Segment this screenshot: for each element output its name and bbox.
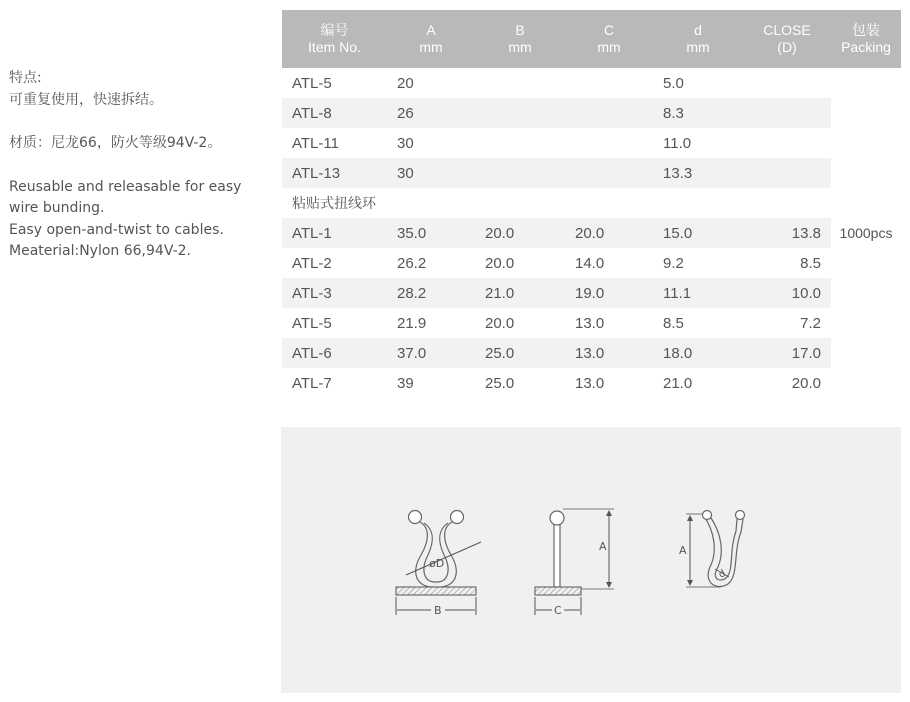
- cell-c: [565, 128, 653, 158]
- cell-d: 5.0: [663, 74, 684, 92]
- cell-d: 18.0: [653, 338, 743, 368]
- cell-a: 35.0: [387, 218, 475, 248]
- cell-b: 20.0: [485, 254, 515, 272]
- cell-a: 37.0: [387, 338, 475, 368]
- a-arrow-top: [606, 510, 612, 516]
- table-row: [282, 68, 901, 98]
- features-title: 特点:: [9, 70, 42, 86]
- cell-b: 20.0: [475, 218, 565, 248]
- open-view-drawing: [679, 511, 745, 588]
- table-row: [282, 338, 901, 368]
- d-dimension-label: d: [716, 567, 728, 581]
- cell-c: 14.0: [575, 254, 605, 272]
- b-dimension-label: B: [434, 604, 442, 617]
- cell-item: ATL-5: [292, 74, 332, 92]
- cell-close: [743, 68, 831, 98]
- cell-d: 11.0: [663, 134, 692, 152]
- cell-a: 28.2: [387, 278, 475, 308]
- cell-item: ATL-7: [292, 374, 332, 392]
- section-row: [282, 188, 901, 218]
- cell-a: 26.2: [397, 254, 427, 272]
- front-view-knob-left: [409, 511, 422, 524]
- table-header-row: [282, 10, 901, 68]
- features-description-cn: 可重复使用，快速拆结。: [9, 91, 163, 108]
- cell-d: 8.3: [653, 98, 743, 128]
- cell-item: ATL-8: [282, 98, 387, 128]
- open-view-knob-left: [703, 511, 712, 520]
- a2-arrow-bottom: [687, 580, 693, 586]
- cell-a: 30: [397, 134, 414, 152]
- cell-b: [475, 128, 565, 158]
- cell-close: [743, 158, 831, 188]
- cell-c: 13.0: [575, 314, 605, 332]
- features-description-en-4: Meaterial:Nylon 66,94V-2.: [9, 243, 191, 259]
- header-packing: 包装 Packing: [831, 10, 901, 68]
- cell-a: 30: [387, 158, 475, 188]
- technical-drawing: [281, 427, 901, 693]
- a2-arrow-top: [687, 515, 693, 521]
- cell-close: 13.8: [743, 218, 831, 248]
- cell-d: 9.2: [663, 254, 684, 272]
- cell-a: 26: [387, 98, 475, 128]
- side-view-knob: [550, 511, 564, 525]
- cell-item: ATL-1: [282, 218, 387, 248]
- front-view-drawing: [396, 511, 481, 618]
- header-a: A mm: [387, 10, 475, 68]
- cell-item: ATL-6: [282, 338, 387, 368]
- technical-drawing-panel: [281, 427, 901, 693]
- table-row: [282, 218, 901, 248]
- cell-d: 21.0: [663, 374, 693, 392]
- cell-b: 20.0: [485, 314, 515, 332]
- table-row: [282, 248, 901, 278]
- diameter-label: øD: [429, 557, 445, 570]
- cell-d: 15.0: [653, 218, 743, 248]
- features-description-en-1: Reusable and releasable for easy: [9, 178, 242, 195]
- cell-close: [743, 128, 831, 158]
- header-d: d mm: [653, 10, 743, 68]
- side-view-base: [535, 587, 581, 595]
- front-view-knob-right: [451, 511, 464, 524]
- side-view-post: [554, 521, 560, 587]
- open-view-knob-right: [736, 511, 745, 520]
- cell-close: 10.0: [743, 278, 831, 308]
- cell-b: [475, 68, 565, 98]
- cell-close: 7.2: [800, 314, 821, 332]
- cell-a: 20: [397, 74, 414, 92]
- a-arrow-bottom: [606, 582, 612, 588]
- front-view-loop: [416, 521, 457, 587]
- cell-b: 25.0: [475, 338, 565, 368]
- cell-a: 21.9: [397, 314, 427, 332]
- spec-table: [282, 10, 901, 398]
- cell-c: 20.0: [565, 218, 653, 248]
- cell-item: ATL-2: [292, 254, 332, 272]
- cell-c: 13.0: [575, 374, 605, 392]
- cell-close: 17.0: [743, 338, 831, 368]
- cell-b: [475, 158, 565, 188]
- cell-c: [565, 98, 653, 128]
- header-c: C mm: [565, 10, 653, 68]
- cell-item: ATL-13: [282, 158, 387, 188]
- a-dimension-label: A: [599, 540, 607, 553]
- cell-close: [743, 98, 831, 128]
- cell-c: [565, 68, 653, 98]
- cell-d: 13.3: [653, 158, 743, 188]
- features-text: [9, 68, 271, 263]
- cell-c: 13.0: [565, 338, 653, 368]
- features-description-en-3: Easy open-and-twist to cables.: [9, 221, 224, 238]
- table-row: [282, 308, 901, 338]
- cell-b: [475, 98, 565, 128]
- cell-c: [565, 158, 653, 188]
- section-label: 粘贴式扭线环: [292, 195, 376, 211]
- table-row: [282, 158, 901, 188]
- cell-d: 8.5: [663, 314, 684, 332]
- cell-item: ATL-11: [292, 134, 339, 152]
- table-row: [282, 278, 901, 308]
- cell-item: ATL-5: [292, 314, 332, 332]
- header-b: B mm: [475, 10, 565, 68]
- front-view-base: [396, 587, 476, 595]
- side-view-drawing: [535, 509, 614, 617]
- table-row: [282, 128, 901, 158]
- cell-close: 20.0: [791, 374, 821, 392]
- cell-d: 11.1: [653, 278, 743, 308]
- table-row: [282, 368, 901, 398]
- cell-b: 21.0: [475, 278, 565, 308]
- header-close: CLOSE (D): [743, 10, 831, 68]
- header-item-no: 编号 Item No.: [282, 10, 387, 68]
- cell-a: 39: [397, 374, 414, 392]
- c-dimension-label: C: [554, 604, 562, 617]
- cell-b: 25.0: [485, 374, 515, 392]
- material-description-cn: 材质：尼龙66，防火等级94V-2。: [9, 135, 222, 151]
- features-description-en-2: wire bunding.: [9, 200, 105, 216]
- packing-value: 1000pcs: [831, 68, 901, 398]
- cell-close: 8.5: [800, 254, 821, 272]
- a2-dimension-label: A: [679, 544, 687, 557]
- cell-c: 19.0: [565, 278, 653, 308]
- cell-item: ATL-3: [282, 278, 387, 308]
- table-row: [282, 98, 901, 128]
